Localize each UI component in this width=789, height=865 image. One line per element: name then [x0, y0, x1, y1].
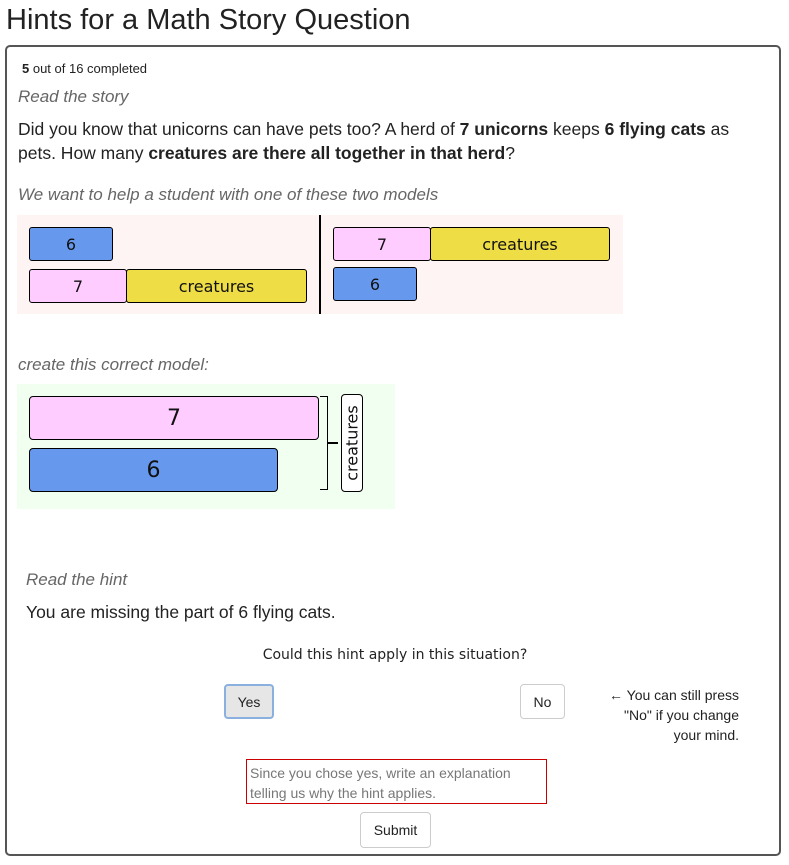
story-part: keeps [548, 119, 605, 139]
story-emphasis: 6 flying cats [604, 119, 706, 139]
right-model-bar-7: 7 [333, 227, 431, 261]
model-divider [319, 215, 321, 314]
right-model-bar-6: 6 [333, 267, 417, 301]
question-card [5, 45, 781, 856]
story-text [18, 117, 768, 165]
submit-button[interactable]: Submit [360, 812, 431, 848]
correct-model [17, 384, 395, 509]
correct-model-bar-6: 6 [29, 448, 278, 492]
models-label: We want to help a student with one of these two models [18, 185, 439, 204]
hint-question: Could this hint apply in this situation? [262, 647, 528, 663]
change-mind-line: your mind. [673, 727, 739, 743]
right-model-bar-creatures: creatures [430, 227, 610, 261]
correct-model-bar-7: 7 [29, 396, 319, 440]
story-part: ? [505, 143, 515, 163]
correct-model-label: create this correct model: [18, 355, 209, 374]
hint-text: You are missing the part of 6 flying cats. [26, 602, 336, 622]
story-emphasis: creatures are there all together in that herd [148, 143, 506, 163]
explanation-field[interactable] [246, 759, 547, 804]
left-model-bar-creatures: creatures [126, 269, 307, 303]
progress-count: 5 [22, 61, 30, 76]
bracket-stem [328, 442, 338, 444]
change-mind-line: "No" if you change [623, 707, 739, 723]
candidate-models [17, 215, 623, 314]
total-label-box [341, 394, 363, 492]
change-mind-note [587, 685, 739, 745]
story-part: as pets. How many [18, 119, 730, 163]
left-model-bar-7: 7 [29, 269, 127, 303]
left-model-bar-6: 6 [29, 227, 113, 261]
total-bracket [320, 396, 328, 490]
change-mind-line: ← You can still press [609, 687, 739, 703]
no-button[interactable]: No [520, 684, 565, 719]
hint-label: Read the hint [26, 570, 128, 589]
page-title: Hints for a Math Story Question [6, 4, 411, 36]
story-label: Read the story [18, 87, 129, 106]
progress-text: out of 16 completed [29, 61, 148, 76]
story-part: Did you know that unicorns can have pets too? A herd of [18, 119, 460, 139]
total-label: creatures [342, 405, 362, 481]
story-emphasis: 7 unicorns [459, 119, 549, 139]
yes-button[interactable]: Yes [224, 684, 274, 719]
progress-indicator [22, 61, 147, 76]
